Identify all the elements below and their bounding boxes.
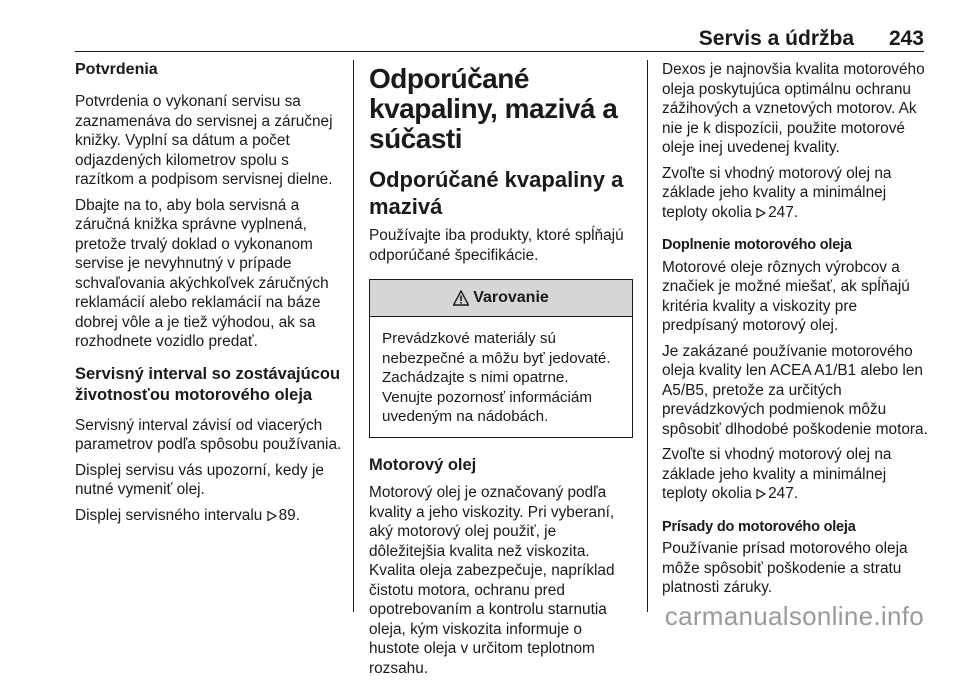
chapter-title: Odporúčané kvapaliny, mazivá a súčasti <box>369 63 618 154</box>
section-title: Servis a údržba <box>698 27 854 50</box>
paragraph: Potvrdenia o vykonaní servisu sa zaznamenáva do servisnej a záručnej knižky. Vyplní sa dátum a počet odjazdených kilometrov spolu s razítkom a podpisom servisnej dielne. <box>75 93 333 188</box>
paragraph: Dexos je najnovšia kvalita motorového oleja poskytujúca optimálnu ochranu zážihových a vznetových motorov. Ak nie je k dispozícii, použite motorové oleje inej uvedenej kvality. <box>662 61 925 156</box>
heading-engine-oil: Motorový olej <box>369 455 477 474</box>
paragraph: Používanie prísad motorového oleja môže spôsobiť poškodenie a stratu platnosti záruky. <box>662 540 908 596</box>
column-2 <box>369 60 633 684</box>
reference-arrow-icon <box>756 208 766 218</box>
page-header <box>0 0 960 52</box>
page-reference-link[interactable]: 247. <box>768 485 799 502</box>
paragraph: Motorové oleje rôznych výrobcov a značiek je možné miešať, ak spĺňajú kritéria kvality a viskozity pre predpísaný motorový olej. <box>662 258 910 334</box>
paragraph: Servisný interval závisí od viacerých parametrov podľa spôsobu používania. <box>75 416 342 453</box>
paragraph-with-reference <box>662 164 928 223</box>
heading-oil-topping-up: Doplnenie motorového oleja <box>662 237 852 253</box>
heading-confirmations: Potvrdenia <box>75 61 158 78</box>
paragraph-with-reference <box>662 445 928 504</box>
column-divider-2 <box>647 60 648 612</box>
reference-arrow-icon <box>756 489 766 499</box>
heading-service-interval: Servisný interval so zostávajúcou životnosťou motorového oleja <box>75 364 341 404</box>
column-divider-1 <box>353 60 354 612</box>
paragraph: Používajte iba produkty, ktoré spĺňajú odporúčané špecifikácie. <box>369 227 624 264</box>
paragraph: Displej servisu vás upozorní, kedy je nutné vymeniť olej. <box>75 461 324 498</box>
paragraph: Dbajte na to, aby bola servisná a záručná knižka správne vyplnená, pretože trvalý doklad o vykonanom servise je nevyhnutný v prípade schvaľovania akýchkoľvek záručných reklamácií alebo reklamácií na báze dobrej vôle a je tiež výhodou, ak sa rozhodnete vozidlo predať. <box>75 196 329 350</box>
warning-box <box>369 279 633 438</box>
reference-arrow-icon <box>267 511 277 521</box>
warning-header <box>370 280 632 317</box>
paragraph-with-reference <box>75 506 347 526</box>
page-reference-link[interactable]: 89. <box>278 506 301 524</box>
column-3 <box>662 60 928 604</box>
reference-text: Zvoľte si vhodný motorový olej na základe jeho kvality a minimálnej teploty okolia <box>662 446 892 502</box>
header-divider <box>75 51 924 52</box>
page-reference-link[interactable]: 247. <box>768 203 799 221</box>
paragraph: Je zakázané používanie motorového oleja kvality len ACEA A1/B1 alebo len A5/B5, pretože za určitých prevádzkových podmienok môžu spôsobiť dlhodobé poškodenie motora. <box>662 342 928 438</box>
column-1 <box>75 60 347 531</box>
heading-oil-additives: Prísady do motorového oleja <box>662 518 856 535</box>
page-number: 243 <box>888 27 924 50</box>
section-heading: Odporúčané kvapaliny a mazivá <box>369 167 624 219</box>
warning-triangle-icon <box>453 290 469 306</box>
warning-text: Prevádzkové materiály sú nebezpečné a môžu byť jedovaté. Zachádzajte s nimi opatrne. Venujte pozornosť informáciám uvedeným na nádobách. <box>382 330 611 426</box>
watermark: carmanualsonline.info <box>664 601 924 631</box>
warning-title: Varovanie <box>473 289 549 307</box>
reference-text: Zvoľte si vhodný motorový olej na základe jeho kvality a minimálnej teploty okolia <box>662 164 892 221</box>
reference-text: Displej servisného intervalu <box>75 506 263 524</box>
paragraph: Motorový olej je označovaný podľa kvality a jeho viskozity. Pri vyberaní, aký motorový olej použiť, je dôležitejšia kvalita než viskozita. Kvalita oleja zabezpečuje, napríklad čistotu motora, ochranu pred opotrebovaním a kontrolu starnutia oleja, kým viskozita informuje o hustote oleja v určitom teplotnom rozsahu. <box>369 484 615 677</box>
